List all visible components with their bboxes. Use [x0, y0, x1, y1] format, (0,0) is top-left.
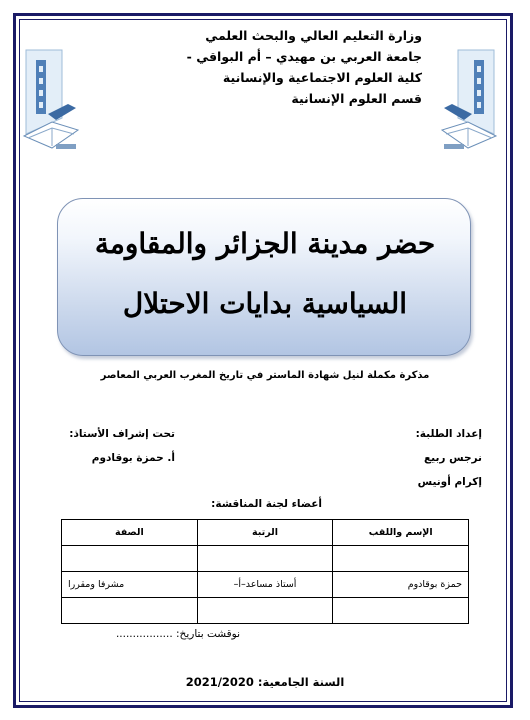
- thesis-title-line-1: حضر مدينة الجزائر والمقاومة: [94, 227, 436, 260]
- discussion-date: نوقشت بتاريخ: .................: [115, 628, 240, 640]
- ministry-name: وزارة التعليم العالي والبحث العلمي: [205, 28, 422, 43]
- table-row: [62, 598, 469, 624]
- cell-role: [62, 546, 198, 572]
- cell-rank: أستاذ مساعد–أ–: [197, 572, 333, 598]
- cell-role: [62, 598, 198, 624]
- department-name: قسم العلوم الإنسانية: [291, 91, 422, 106]
- cell-role: مشرفا ومقررا: [62, 572, 198, 598]
- table-row: [62, 572, 469, 598]
- cell-rank: [197, 598, 333, 624]
- column-header-rank: الرتبة: [197, 520, 333, 546]
- student-name-2: إكرام أونيس: [417, 476, 482, 488]
- thesis-subtitle: مذكرة مكملة لنيل شهادة الماستر في تاريخ المغرب العربي المعاصر: [100, 370, 430, 381]
- university-logo-right-icon: [440, 48, 498, 158]
- academic-year: السنة الجامعية: 2021/2020: [185, 675, 345, 689]
- cell-name: [333, 546, 469, 572]
- column-header-role: الصفة: [62, 520, 198, 546]
- student-name-1: نرجس ربيع: [424, 452, 482, 464]
- thesis-title-box: [57, 198, 471, 356]
- cell-name: حمزة بوقادوم: [333, 572, 469, 598]
- committee-table: [61, 519, 469, 624]
- faculty-name: كلية العلوم الاجتماعية والإنسانية: [222, 70, 422, 85]
- students-label: إعداد الطلبة:: [415, 428, 482, 440]
- column-header-name: الإسم واللقب: [333, 520, 469, 546]
- committee-header-row: [62, 520, 469, 546]
- supervisor-name: أ. حمزة بوقادوم: [91, 452, 175, 464]
- committee-label: أعضاء لجنة المناقشة:: [211, 498, 322, 510]
- supervisor-label: تحت إشراف الأستاذ:: [69, 428, 175, 440]
- cell-name: [333, 598, 469, 624]
- university-logo-left-icon: [22, 48, 80, 158]
- thesis-title-line-2: السياسية بدايات الاحتلال: [122, 287, 408, 320]
- university-name: جامعة العربي بن مهيدي – أم البواقي -: [186, 49, 422, 64]
- table-row: [62, 546, 469, 572]
- cell-rank: [197, 546, 333, 572]
- institution-header: [162, 25, 422, 109]
